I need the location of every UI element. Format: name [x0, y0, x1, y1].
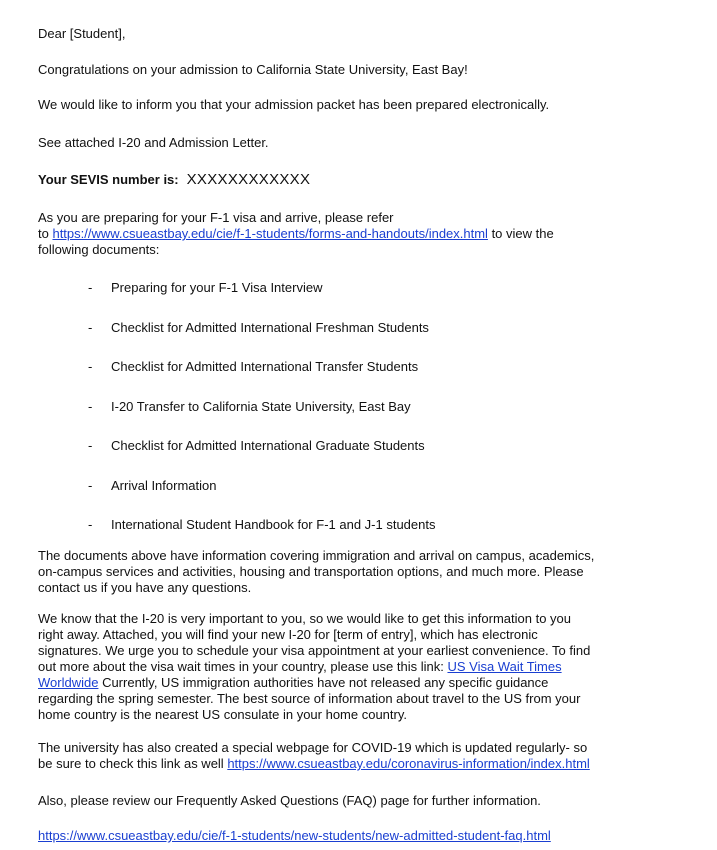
attached-text: See attached I-20 and Admission Letter.: [38, 135, 269, 150]
list-item: [38, 438, 678, 478]
list-item: [38, 280, 678, 320]
document-title: Checklist for Admitted International Graduate Students: [111, 438, 425, 453]
covid-info-link[interactable]: https://www.csueastbay.edu/coronavirus-information/index.html: [227, 756, 590, 771]
bullet-dash: -: [88, 319, 93, 335]
document-title: I-20 Transfer to California State University, East Bay: [111, 398, 411, 414]
covid-line: The university has also created a special webpage for COVID-19 which is updated regularly- so: [38, 740, 588, 755]
refer-line-1: As you are preparing for your F-1 visa and arrive, please refer: [38, 210, 394, 225]
i20-paragraph: [38, 611, 678, 723]
i20-line: right away. Attached, you will find your new I-20 for [term of entry], which has electronic: [38, 627, 538, 642]
faq-link-line: [38, 828, 678, 844]
congrats-text: Congratulations on your admission to California State University, East Bay!: [38, 62, 468, 77]
documents-info-line: contact us if you have any questions.: [38, 580, 252, 595]
bullet-dash: -: [88, 477, 93, 493]
faq-link[interactable]: https://www.csueastbay.edu/cie/f-1-students/new-students/new-admitted-student-faq.html: [38, 828, 551, 843]
i20-line: out more about the visa wait times in your country, please use this link:: [38, 659, 448, 674]
bullet-dash: -: [88, 438, 93, 453]
sevis-line: [38, 172, 678, 188]
bullet-dash: -: [88, 280, 93, 295]
document-title: Checklist for Admitted International Transfer Students: [111, 359, 419, 374]
i20-line: signatures. We urge you to schedule your visa appointment at your earliest convenience. To find: [38, 643, 591, 658]
refer-after: to view the: [487, 226, 554, 241]
bullet-dash: -: [88, 359, 93, 374]
document-title: International Student Handbook for F-1 and J-1 students: [111, 517, 436, 532]
document-title: Checklist for Admitted International Freshman Students: [111, 319, 429, 335]
documents-info-line: The documents above have information covering immigration and arrival on campus, academics,: [38, 548, 595, 563]
list-item: [38, 320, 678, 360]
document-title: Preparing for your F-1 Visa Interview: [111, 280, 323, 295]
list-item: [38, 359, 678, 399]
packet-text: We would like to inform you that your admission packet has been prepared electronically.: [38, 97, 550, 112]
i20-line: regarding the spring semester. The best source of information about travel to the US from your: [38, 691, 581, 706]
bullet-dash: -: [88, 517, 93, 532]
i20-line: home country is the nearest US consulate in your home country.: [38, 707, 408, 722]
forms-handouts-link[interactable]: https://www.csueastbay.edu/cie/f-1-students/forms-and-handouts/index.html: [52, 226, 488, 241]
covid-line: be sure to check this link as well: [38, 756, 228, 771]
covid-paragraph: [38, 740, 678, 772]
attached-paragraph: [38, 135, 678, 151]
sevis-number: XXXXXXXXXXXX: [186, 171, 311, 188]
bullet-dash: -: [88, 398, 93, 414]
documents-info-paragraph: [38, 548, 678, 596]
i20-line: We know that the I-20 is very important to you, so we would like to get this information to you: [38, 611, 572, 626]
packet-paragraph: [38, 97, 678, 113]
greeting-text: Dear [Student],: [38, 26, 126, 41]
sevis-label: Your SEVIS number is:: [38, 172, 179, 187]
i20-line: Currently, US immigration authorities have not released any specific guidance: [98, 675, 549, 690]
refer-line-3: following documents:: [38, 242, 160, 257]
faq-text: Also, please review our Frequently Asked Questions (FAQ) page for further information.: [38, 793, 541, 808]
documents-list: [38, 280, 678, 557]
visa-wait-times-link-cont[interactable]: Worldwide: [38, 675, 99, 690]
list-item: [38, 399, 678, 439]
document-title: Arrival Information: [111, 477, 217, 493]
refer-paragraph: [38, 210, 678, 258]
list-item: [38, 478, 678, 518]
visa-wait-times-link[interactable]: US Visa Wait Times: [447, 659, 562, 674]
greeting: [38, 26, 678, 42]
congrats-paragraph: [38, 62, 678, 78]
faq-paragraph: [38, 793, 678, 809]
documents-info-line: on-campus services and activities, housing and transportation options, and much more. Please: [38, 564, 584, 579]
refer-to: to: [38, 226, 53, 241]
